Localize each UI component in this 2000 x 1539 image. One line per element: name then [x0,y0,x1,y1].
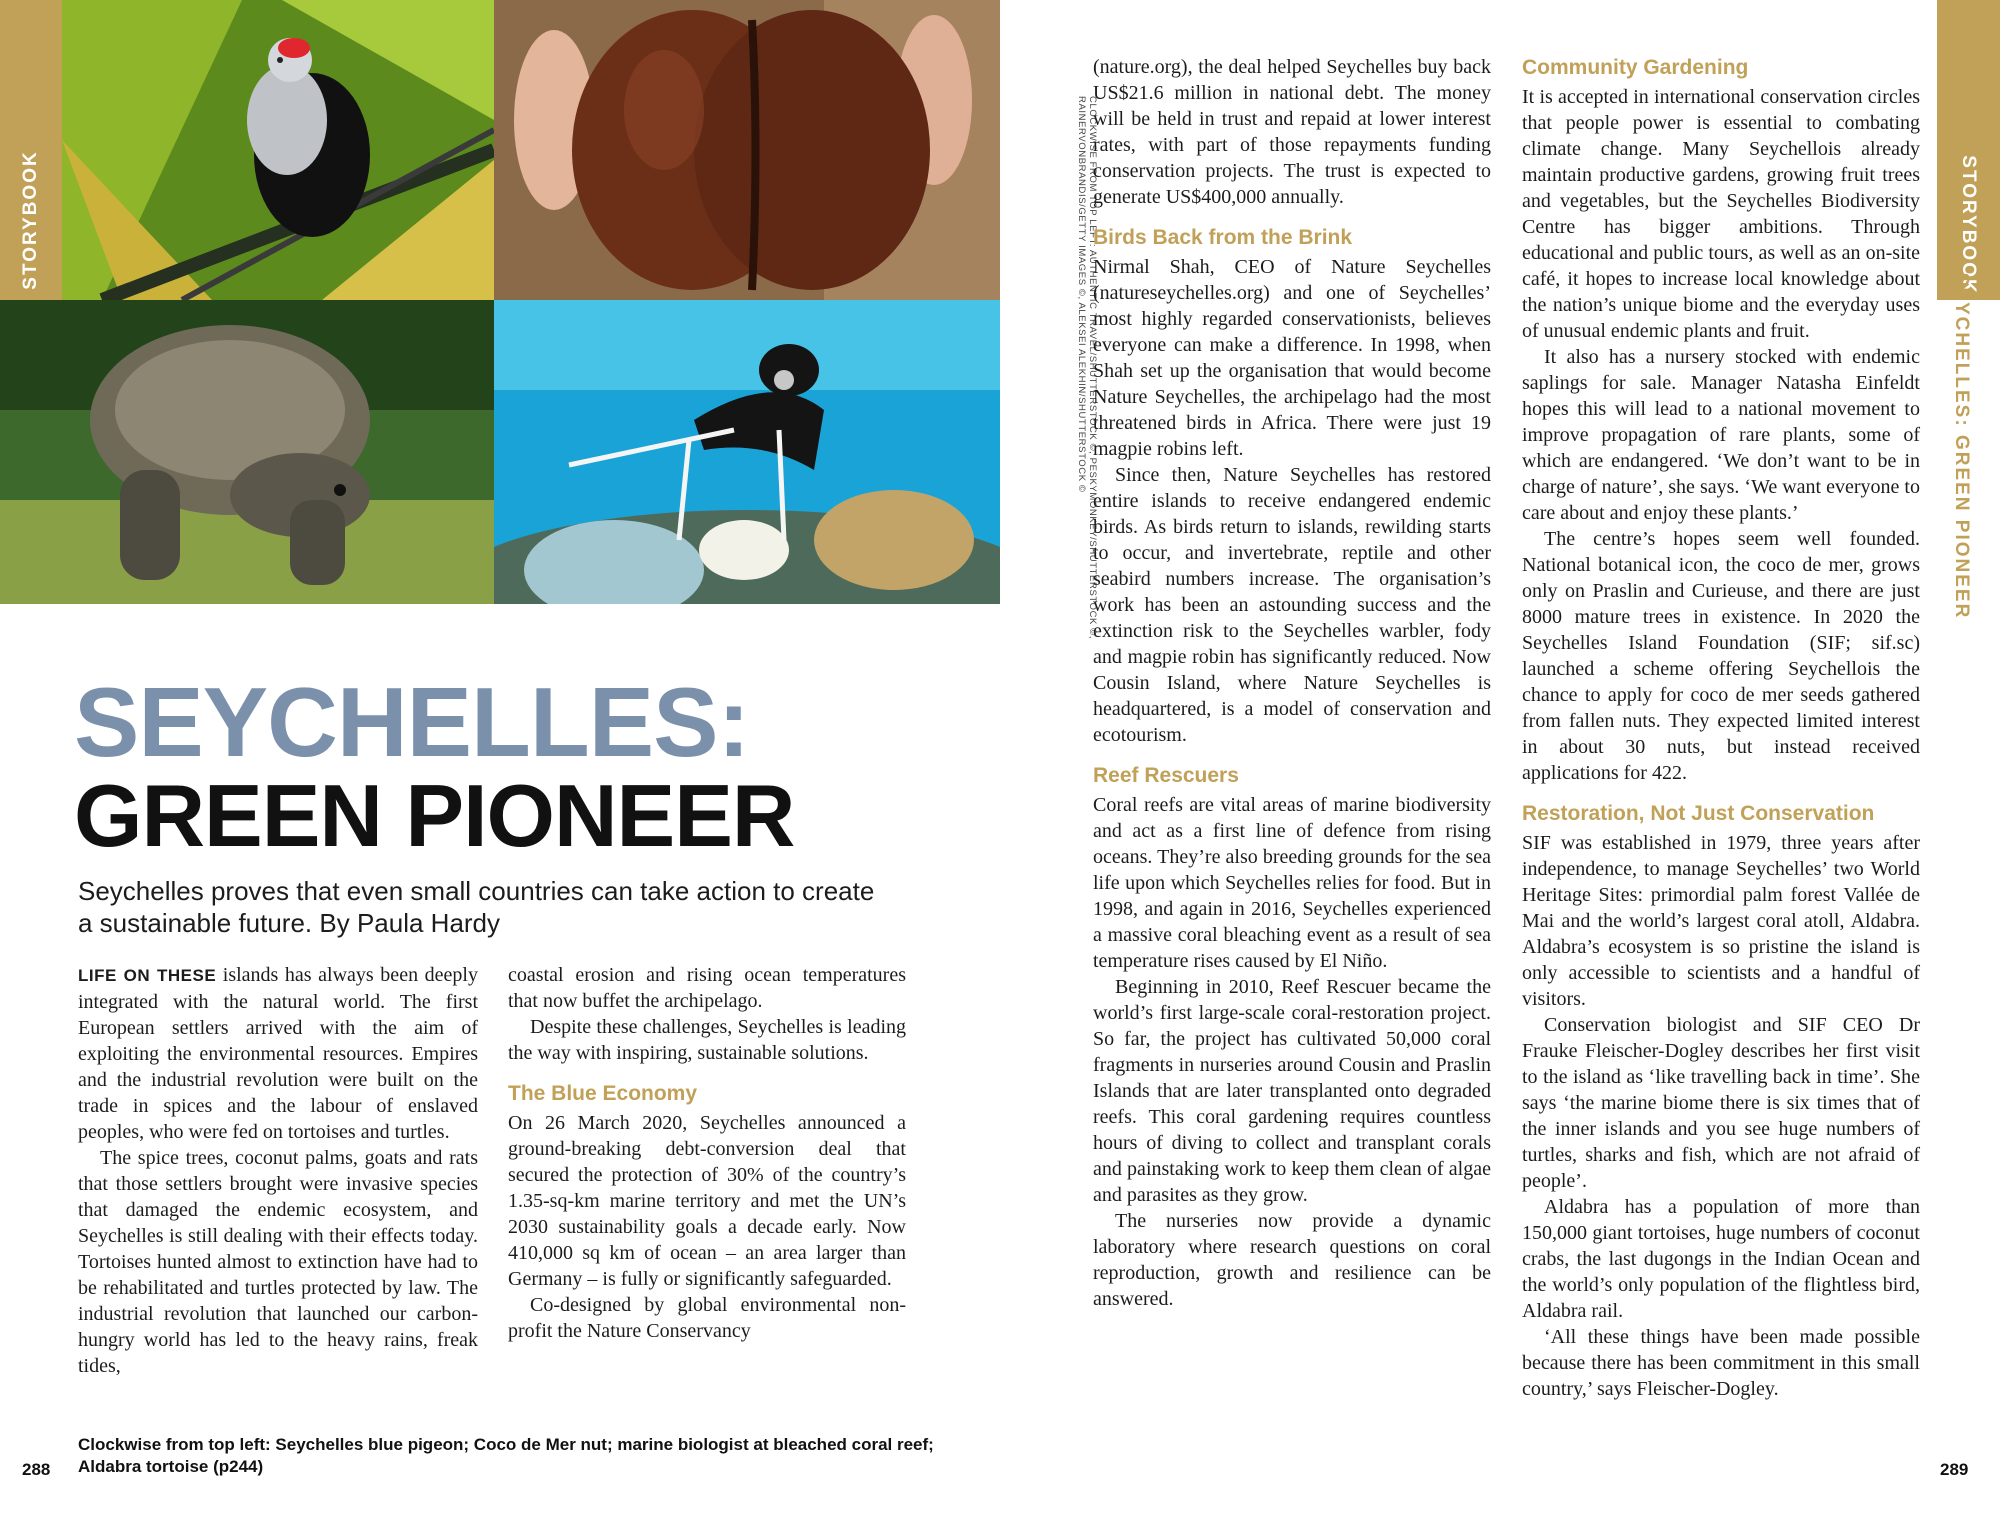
subheading-reef-rescuers: Reef Rescuers [1093,764,1239,787]
subheading-restoration: Restoration, Not Just Conservation [1522,802,1875,825]
photo-credit-text: CLOCKWISE FROM TOP LEFT: AUTHENTIC TRAVEL/SHUTTERSTOCK ©, PESKYMONKEY/SHUTTERSTOCK ©, RAINERVONBRANDIS/GETTY IMAGES ©, ALEKSEI ALEKHIN/SHUTTERSTOCK © [1076,96,1098,640]
subheading-blue-economy: The Blue Economy [508,1082,698,1105]
paragraph: SIF was established in 1979, three years after independence, to manage Seychelles’ two World Heritage Sites: primordial palm forest Vallée de Mai and the world’s largest coral atoll, Aldabra. Aldabra’s ecosystem is so pristine the island is only accessible to scientists and a handful of visitors. [1522,832,1920,1010]
lead-in: LIFE ON THESE [78,966,217,985]
photo-blue-pigeon [62,0,494,300]
body-column-2 [508,962,906,1344]
paragraph: Conservation biologist and SIF CEO Dr Frauke Fleischer-Dogley describes her first visit to the island as ‘like travelling back in time’. She says ‘the marine biome there is six times that of the inner islands and you see huge numbers of turtles, sharks and fish, which are not afraid of people’. [1522,1014,1920,1192]
paragraph: The nurseries now provide a dynamic laboratory where research questions on coral reproduction, growth and resilience can be answered. [1093,1210,1491,1310]
storybook-tab-right-label: STORYBOOK [1958,155,1979,295]
title-line-1: SEYCHELLES: [74,667,750,777]
paragraph: Co-designed by global environmental non-profit the Nature Conservancy [508,1294,906,1342]
subheading-birds-back: Birds Back from the Brink [1093,226,1353,249]
body-column-1 [78,962,478,1379]
page-number-right: 289 [1940,1460,1969,1479]
subheading-community-gardening: Community Gardening [1522,56,1749,79]
paragraph: coastal erosion and rising ocean temperatures that now buffet the archipelago. [508,964,906,1012]
photo-diver-bleached-coral [494,300,1000,604]
paragraph: ‘All these things have been made possible because there has been commitment in this small country,’ says Fleischer-Dogley. [1522,1326,1920,1400]
title-line-2: GREEN PIONEER [74,766,795,865]
paragraph: It also has a nursery stocked with endemic saplings for sale. Manager Natasha Einfeldt hopes this will lead to a national movement to improve propagation of rare plants, some of which are endangered. ‘We don’t want to be in charge of nature’, she says. ‘We want everyone to care about and enjoy these plants.’ [1522,346,1920,524]
storybook-tab-left-label: STORYBOOK [20,150,41,290]
paragraph [78,962,478,1145]
paragraph: The centre’s hopes seem well founded. National botanical icon, the coco de mer, grows only on Praslin and Curieuse, and there are just 8000 mature trees in existence. In 2020 the Seychelles Island Foundation (SIF; sif.sc) launched a scheme offering Seychellois the chance to apply for coco de mer seeds gathered from fallen nuts. They expected limited interest in about 30 nuts, but instead received applications for 422. [1522,528,1920,784]
paragraph: Coral reefs are vital areas of marine biodiversity and act as a first line of defence from rising oceans. They’re also breeding grounds for the sea life upon which Seychelles relies for food. But in 1998, and again in 2016, Seychelles experienced a massive coral bleaching event as a result of sea temperature rises caused by El Niño. [1093,794,1491,972]
paragraph: Nirmal Shah, CEO of Nature Seychelles (natureseychelles.org) and one of Seychelles’ most highly regarded conservationists, believes everyone can make a difference. In 1998, when Shah set up the organisation that would become Nature Seychelles, the archipelago had the most threatened birds in Africa. There were just 19 magpie robins left. [1093,256,1491,460]
standfirst: Seychelles proves that even small countries can take action to create a sustainable future. By Paula Hardy [78,876,875,938]
paragraph: It is accepted in international conservation circles that people power is essential to combating climate change. Many Seychellois already maintain productive gardens, growing fruit trees and vegetables, but the Seychelles Biodiversity Centre has bigger ambitions. Through educational and public tours, as well as an on-site café, it hopes to increase local knowledge about the nation’s unique biome and the everyday uses of unusual endemic plants and fruit. [1522,86,1920,342]
photo-coco-de-mer-nut [494,0,1000,300]
paragraph-text: islands has always been deeply integrated with the natural world. The first European settlers arrived with the aim of exploiting the environmental resources. Empires and the industrial revolution were built on the trade in spices and the labour of enslaved peoples, who were fed on tortoises and turtles. [78,964,478,1143]
paragraph: On 26 March 2020, Seychelles announced a ground-breaking debt-conversion deal that secured the protection of 30% of the country’s 1.35-sq-km marine territory and met the UN’s 2030 sustainability goals a decade early. Now 410,000 sq km of ocean – an area larger than Germany – is fully or significantly safeguarded. [508,1112,906,1290]
section-running-head: SEYCHELLES: GREEN PIONEER [1951,272,1972,620]
paragraph: (nature.org), the deal helped Seychelles buy back US$21.6 million in national debt. The money will be held in trust and repaid at lower interest rates, with part of those repayments funding conservation projects. The trust is expected to generate US$400,000 annually. [1093,56,1491,208]
page-number-left: 288 [22,1460,51,1479]
photo-caption: Clockwise from top left: Seychelles blue pigeon; Coco de Mer nut; marine biologist at bleached coral reef; Aldabra tortoise (p244) [78,1435,934,1476]
body-column-3 [1093,54,1491,1312]
paragraph: Beginning in 2010, Reef Rescuer became the world’s first large-scale coral-restoration project. So far, the project has cultivated 50,000 coral fragments in nurseries around Cousin and Praslin Islands that are later transplanted onto degraded reefs. This coral gardening requires countless hours of diving to collect and transplant corals and painstaking work to keep them clean of algae and parasites as they grow. [1093,976,1491,1206]
paragraph: The spice trees, coconut palms, goats and rats that those settlers brought were invasive species that damaged the endemic ecosystem, and Seychelles is still dealing with their effects today. Tortoises hunted almost to extinction have had to be rehabilitated and turtles protected by law. The industrial revolution that launched our carbon-hungry world has led to the heavy rains, freak tides, [78,1147,478,1377]
photo-aldabra-tortoise [0,300,494,604]
paragraph: Despite these challenges, Seychelles is leading the way with inspiring, sustainable solutions. [508,1016,906,1064]
paragraph: Aldabra has a population of more than 150,000 giant tortoises, huge numbers of coconut crabs, the last dugongs in the Indian Ocean and the world’s only population of the flightless bird, Aldabra rail. [1522,1196,1920,1322]
paragraph: Since then, Nature Seychelles has restored entire islands to receive endangered endemic birds. As birds return to islands, rewilding starts to occur, and invertebrate, reptile and other seabird numbers increase. The organisation’s work has been an astounding success and the extinction risk to the Seychelles warbler, fody and magpie robin has significantly reduced. Now Cousin Island, where Nature Seychelles is headquartered, is a model of conservation and ecotourism. [1093,464,1491,746]
body-column-4 [1522,54,1920,1402]
